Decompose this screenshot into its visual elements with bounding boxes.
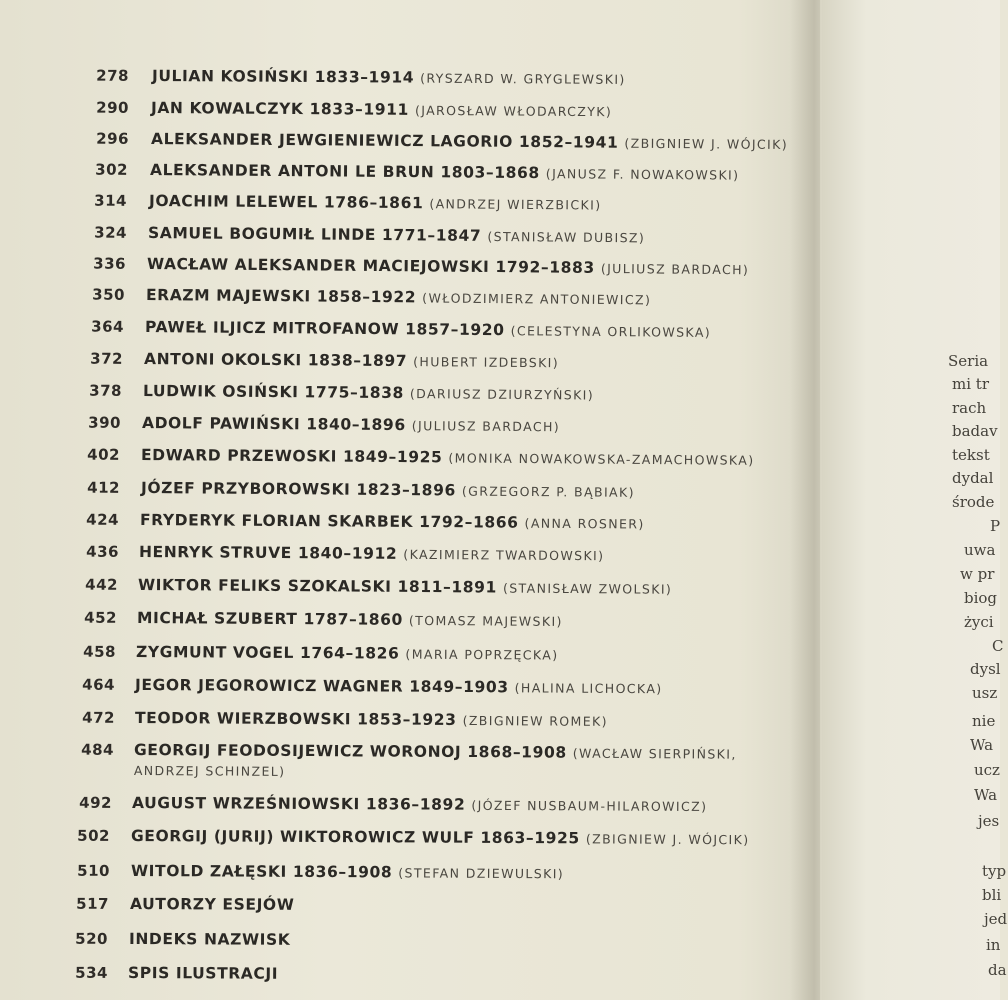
right-page-line: da (988, 961, 1007, 979)
toc-entry-name: JÓZEF PRZYBOROWSKI 1823–1896 (140, 479, 456, 500)
toc-page-number: 350 (92, 285, 126, 304)
toc-entry-title (136, 643, 559, 664)
toc-entry-name: EDWARD PRZEWOSKI 1849–1925 (140, 446, 443, 467)
toc-entry-title (147, 255, 749, 278)
toc-entry-author: (ANNA ROSNER) (524, 515, 645, 532)
toc-entry-author: (STEFAN DZIEWULSKI) (398, 865, 565, 882)
toc-entry-name: JAN KOWALCZYK 1833–1911 (150, 99, 410, 119)
toc-entry-name: LUDWIK OSIŃSKI 1775–1838 (142, 382, 404, 403)
toc-entry-title (128, 964, 278, 983)
toc-page-number: 314 (94, 191, 128, 210)
toc-entry-title (145, 318, 711, 341)
toc-entry-author: (STANISŁAW DUBISZ) (487, 228, 646, 246)
toc-entry-author: (CELESTYNA ORLIKOWSKA) (510, 323, 712, 340)
right-page-line: dysl (970, 660, 1001, 678)
right-page-line: Wa (974, 786, 998, 804)
toc-entry-author: (WACŁAW SIERPIŃSKI, (572, 745, 737, 762)
toc-page-number: 296 (96, 129, 130, 148)
toc-entry-name: PAWEŁ ILJICZ MITROFANOW 1857–1920 (144, 318, 505, 340)
toc-page-number: 442 (85, 575, 119, 594)
toc-entry-author: (MARIA POPRZĘCKA) (405, 646, 559, 663)
toc-entry-name: ANTONI OKOLSKI 1838–1897 (143, 350, 408, 371)
right-page-line: tekst (952, 446, 990, 464)
toc-entry-name: WITOLD ZAŁĘSKI 1836–1908 (130, 862, 393, 882)
toc-entry-title (146, 286, 651, 308)
toc-entry-title (131, 827, 750, 848)
toc-entry-name: HENRYK STRUVE 1840–1912 (138, 543, 398, 563)
toc-entry-name: WACŁAW ALEKSANDER MACIEJOWSKI 1792–1883 (146, 255, 595, 277)
toc-entry-author: (JULIUSZ BARDACH) (411, 418, 561, 435)
right-page-line: Wa (970, 736, 994, 754)
toc-entry-name: AUGUST WRZEŚNIOWSKI 1836–1892 (131, 794, 466, 814)
toc-entry-name: AUTORZY ESEJÓW (129, 895, 295, 914)
toc-entry-title (137, 609, 563, 630)
toc-entry-name: SPIS ILUSTRACJI (127, 964, 279, 983)
toc-entry-title (138, 576, 672, 598)
toc-page-number: 502 (77, 826, 111, 845)
toc-entry-title (150, 161, 740, 184)
toc-entry-name: GEORGIJ (JURIJ) WIKTOROWICZ WULF 1863–1925 (130, 827, 580, 848)
right-page-line: ucz (974, 761, 1000, 779)
toc-entry-title (135, 709, 608, 730)
toc-entry-author: (KAZIMIERZ TWARDOWSKI) (403, 546, 605, 564)
toc-page-number: 510 (77, 861, 111, 880)
toc-entry-title (130, 895, 295, 914)
toc-entry-name: WIKTOR FELIKS SZOKALSKI 1811–1891 (137, 576, 498, 597)
toc-entry-author: (HALINA LICHOCKA) (514, 680, 663, 697)
toc-page-number: 484 (81, 740, 115, 759)
toc-entry-title (148, 224, 645, 246)
toc-page-number: 324 (94, 223, 128, 242)
toc-entry-name: ZYGMUNT VOGEL 1764–1826 (135, 643, 400, 663)
toc-page-number: 492 (79, 793, 113, 812)
right-page-line: Seria (948, 352, 989, 370)
toc-entry-author: (JAROSŁAW WŁODARCZYK) (414, 102, 613, 120)
right-page-line: jed (984, 910, 1008, 928)
toc-entry-name: ADOLF PAWIŃSKI 1840–1896 (141, 414, 406, 435)
right-page-line: rach (952, 399, 987, 417)
right-page-line: uwa (964, 541, 996, 559)
toc-entry-title (142, 414, 560, 435)
toc-entry-author: (JULIUSZ BARDACH) (600, 260, 750, 278)
right-page-line: środe (952, 493, 995, 511)
toc-entry-author: (ZBIGNIEW J. WÓJCIK) (585, 831, 750, 848)
toc-entry-author: (DARIUSZ DZIURZYŃSKI) (409, 386, 595, 403)
toc-page-number: 458 (83, 642, 117, 661)
toc-entry-name: ALEKSANDER ANTONI LE BRUN 1803–1868 (149, 161, 540, 183)
right-page-line: P (990, 517, 1001, 535)
toc-entry-author-continued: ANDRZEJ SCHINZEL) (133, 762, 286, 779)
toc-entry-title (151, 99, 612, 120)
toc-entry-author: (JÓZEF NUSBAUM-HILAROWICZ) (471, 797, 708, 815)
right-page-line: badav (952, 422, 998, 440)
toc-entry-name: MICHAŁ SZUBERT 1787–1860 (136, 609, 403, 629)
toc-page-number: 364 (91, 317, 125, 336)
right-page-line: życi (964, 613, 994, 631)
toc-entry-title (149, 192, 602, 214)
right-page-line: usz (972, 684, 998, 702)
toc-entry-title (151, 130, 788, 153)
toc-page-number: 452 (84, 608, 118, 627)
toc-entry-name: JEGOR JEGOROWICZ WAGNER 1849–1903 (134, 676, 509, 697)
toc-page-number: 517 (76, 894, 110, 913)
toc-entry-name: JULIAN KOSIŃSKI 1833–1914 (151, 67, 415, 87)
toc-page-number: 402 (87, 445, 121, 464)
right-page-line: dydal (952, 469, 994, 487)
toc-entry-name: SAMUEL BOGUMIŁ LINDE 1771–1847 (147, 224, 482, 245)
toc-page-number: 372 (90, 349, 124, 368)
right-page-line: in (986, 936, 1001, 954)
right-page-line: w pr (960, 565, 995, 583)
right-page-line: C (992, 637, 1004, 655)
toc-page-number: 336 (93, 254, 127, 273)
toc-entry-author: (ANDRZEJ WIERZBICKI) (429, 196, 602, 213)
toc-entry-name: INDEKS NAZWISK (128, 930, 291, 949)
toc-entry-title (135, 676, 663, 697)
toc-entry-title (132, 794, 708, 815)
toc-page-number: 464 (82, 675, 116, 694)
right-page-line: biog (964, 589, 998, 607)
right-page-line: jes (978, 812, 1000, 830)
toc-entry-name: TEODOR WIERZBOWSKI 1853–1923 (134, 709, 457, 729)
toc-entry-author: (JANUSZ F. NOWAKOWSKI) (545, 166, 740, 183)
toc-entry-name: GEORGIJ FEODOSIJEWICZ WORONOJ 1868–1908 (133, 741, 567, 762)
toc-entry-title (144, 350, 559, 371)
toc-entry-title (141, 446, 755, 469)
toc-entry-author: (STANISŁAW ZWOLSKI) (502, 580, 673, 597)
right-page-line: bli (982, 886, 1002, 904)
toc-entry-name: FRYDERYK FLORIAN SKARBEK 1792–1866 (139, 511, 519, 532)
toc-entry-author: (GRZEGORZ P. BĄBIAK) (461, 483, 635, 500)
toc-page-number: 424 (86, 510, 120, 529)
toc-entry-title (131, 862, 564, 882)
toc-entry-author: (TOMASZ MAJEWSKI) (408, 612, 563, 629)
toc-page-number: 436 (86, 542, 120, 561)
toc-entry-name: ERAZM MAJEWSKI 1858–1922 (145, 286, 417, 307)
toc-page-number: 390 (88, 413, 122, 432)
toc-page-number: 290 (96, 98, 130, 117)
right-page-line: typ (982, 862, 1007, 880)
toc-entry-title (129, 930, 291, 949)
toc-entry-title (141, 479, 635, 501)
toc-entry-author: (WŁODZIMIERZ ANTONIEWICZ) (422, 290, 652, 308)
toc-page-number: 534 (75, 963, 109, 982)
toc-page-number: 278 (96, 66, 130, 85)
toc-page-number: 472 (82, 708, 116, 727)
toc-entry-author: (MONIKA NOWAKOWSKA-ZAMACHOWSKA) (448, 450, 755, 468)
right-page-text (948, 0, 1008, 1000)
toc-entry-title (134, 741, 737, 763)
toc-entry-name: ALEKSANDER JEWGIENIEWICZ LAGORIO 1852–1941 (150, 130, 619, 152)
toc-entry-author: (RYSZARD W. GRYGLEWSKI) (420, 70, 626, 87)
right-page-line: mi tr (952, 375, 989, 393)
toc-page-number: 378 (89, 381, 123, 400)
toc-entry-name: JOACHIM LELEWEL 1786–1861 (148, 192, 424, 213)
toc-entry-author: (ZBIGNIEW ROMEK) (462, 713, 608, 729)
toc-entry-author: (ZBIGNIEW J. WÓJCIK) (624, 135, 789, 153)
toc-page-number: 412 (87, 478, 121, 497)
toc-entry-title (143, 382, 594, 404)
right-page-line: nie (972, 712, 996, 730)
toc-entry-title (152, 67, 626, 88)
toc-page-number: 520 (75, 929, 109, 948)
toc-page-number: 302 (95, 160, 129, 179)
toc-entry-title (140, 511, 645, 533)
toc-entry-author: (HUBERT IZDEBSKI) (413, 354, 560, 371)
toc-entry-title (139, 543, 605, 564)
